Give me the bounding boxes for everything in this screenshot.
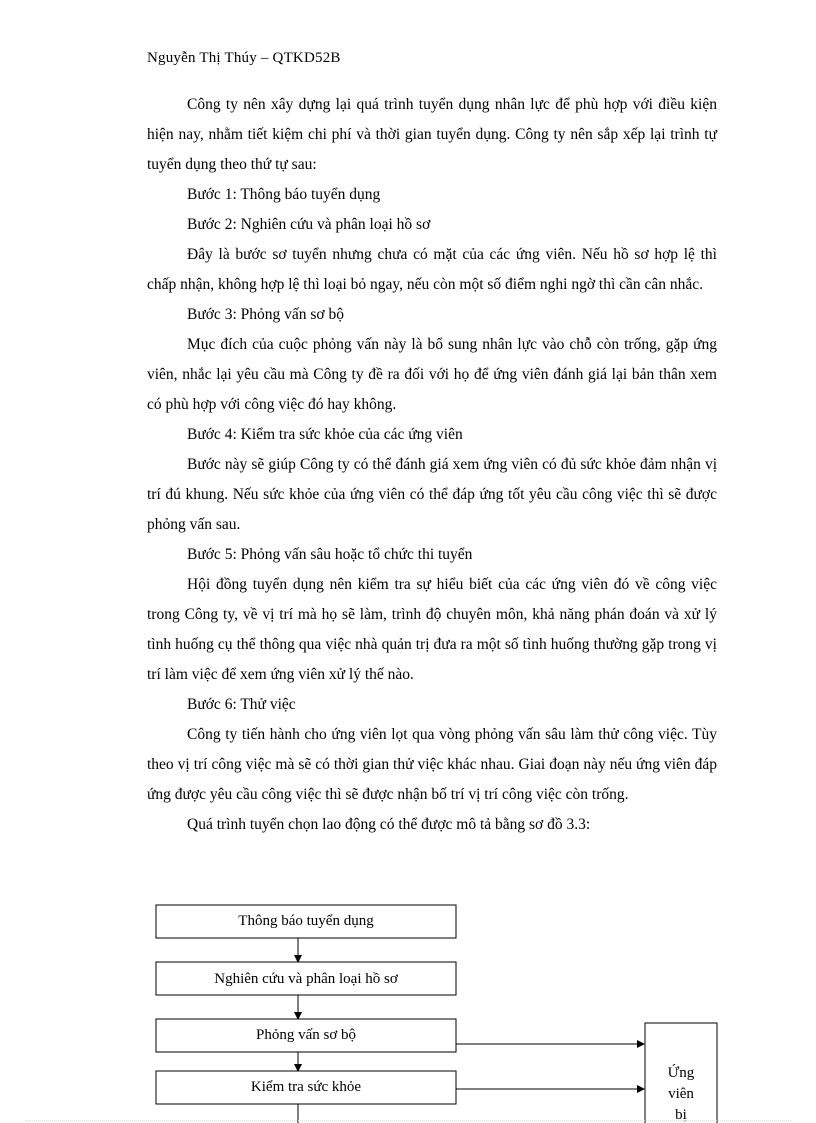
flow-box-announcement-label: Thông báo tuyển dụng (238, 913, 374, 929)
paragraph-intro: Công ty nên xây dựng lại quá trình tuyển dụng nhân lực để phù hợp với điều kiện hiện nay, nhằm tiết kiệm chi phí và thời gian tuyển dụng. Công ty nên sắp xếp lại trình tự tuyển dụng theo thứ tự sau: (147, 96, 717, 173)
step-1-heading: Bước 1: Thông báo tuyển dụng (187, 186, 381, 203)
step-6-description: Công ty tiến hành cho ứng viên lọt qua vòng phỏng vấn sâu làm thử công việc. Tùy theo vị trí công việc mà sẽ có thời gian thử việc khác nhau. Giai đoạn này nếu ứng viên đáp ứng được yêu cầu công việc thì sẽ được nhận bố trí vị trí công việc còn trống. (147, 726, 717, 803)
flow-box-rejected-line-2: viên (668, 1086, 694, 1102)
flow-box-health-check-label: Kiểm tra sức khỏe (250, 1079, 362, 1095)
step-4-heading: Bước 4: Kiểm tra sức khỏe của các ứng viên (187, 426, 463, 443)
page-header: Nguyễn Thị Thúy – QTKD52B (147, 50, 341, 66)
step-3-description: Mục đích của cuộc phỏng vấn này là bổ sung nhân lực vào chỗ còn trống, gặp ứng viên, nhắc lại yêu cầu mà Công ty đề ra đối với họ để ứng viên đánh giá lại bản thân xem có phù hợp với công việc đó hay không. (147, 336, 717, 413)
flow-box-rejected-line-3: bị (675, 1107, 687, 1123)
step-3-heading: Bước 3: Phỏng vấn sơ bộ (187, 306, 344, 323)
step-4-description: Bước này sẽ giúp Công ty có thể đánh giá xem ứng viên có đủ sức khỏe đảm nhận vị trí đú khung. Nếu sức khỏe của ứng viên có thể đáp ứng tốt yêu cầu công việc thì sẽ được phỏng vấn sau. (147, 456, 717, 533)
flow-box-screening-label: Nghiên cứu và phân loại hồ sơ (214, 971, 398, 987)
step-2-heading: Bước 2: Nghiên cứu và phân loại hồ sơ (187, 216, 431, 233)
flow-box-preliminary-interview-label: Phỏng vấn sơ bộ (255, 1027, 357, 1043)
page-bottom-divider (25, 1120, 791, 1121)
step-2-description: Đây là bước sơ tuyển nhưng chưa có mặt của các ứng viên. Nếu hồ sơ hợp lệ thì chấp nhận, không hợp lệ thì loại bỏ ngay, nếu còn một số điểm nghi ngờ thì cần cân nhắc. (147, 246, 717, 293)
diagram-intro: Quá trình tuyển chọn lao động có thể được mô tả bằng sơ đồ 3.3: (187, 816, 591, 833)
step-5-heading: Bước 5: Phỏng vấn sâu hoặc tổ chức thi tuyển (187, 546, 473, 563)
step-5-description: Hội đồng tuyển dụng nên kiểm tra sự hiểu biết của các ứng viên đó về công việc trong Công ty, về vị trí mà họ sẽ làm, trình độ chuyên môn, khả năng phán đoán và xử lý tình huống cụ thể thông qua việc nhà quản trị đưa ra một số tình huống thường gặp trong vị trí làm việc để xem ứng viên xử lý thế nào. (147, 576, 717, 683)
flow-box-rejected-line-1: Ứng (667, 1065, 695, 1081)
step-6-heading: Bước 6: Thử việc (187, 696, 296, 713)
